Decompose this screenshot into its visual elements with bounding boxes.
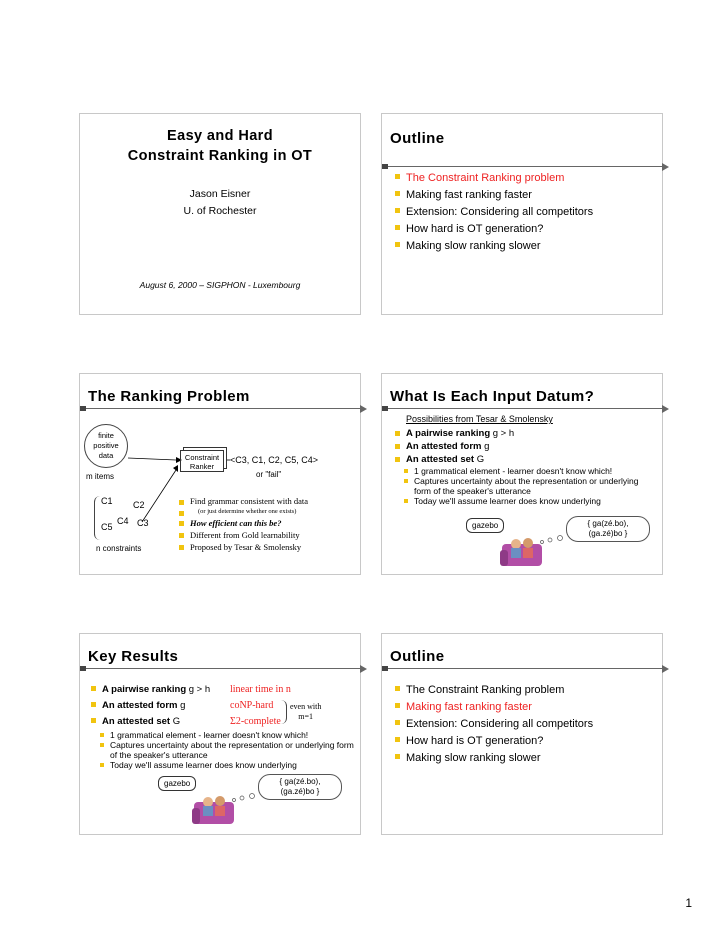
result-complexity: linear time in n [230,684,291,695]
constraint-ranker-box: Constraint Ranker [180,450,224,472]
constraint-c2: C2 [133,500,145,510]
n-constraints-label: n constraints [96,544,142,553]
thought-cloud: { ga(zé.bo), (ga.zé)bo } [258,774,342,800]
bullet: Find grammar consistent with data [178,496,358,507]
result-complexity: Σ2-complete [230,716,281,727]
even-with-note: even with m=1 [290,702,322,721]
speech-bubble: gazebo [466,518,504,533]
bullet: Different from Gold learnability [178,529,358,541]
slide-title-text: The Ranking Problem [88,388,250,405]
title-rule [80,668,360,669]
result-item: A pairwise ranking g > h linear time in n [90,682,358,698]
datum-item: An attested form g [394,440,656,453]
outline-item: Making fast ranking faster [394,187,654,204]
page-number: 1 [685,896,692,910]
bullet: Proposed by Tesar & Smolensky [178,541,358,553]
outline-item: How hard is OT generation? [394,733,654,750]
outline-list [394,170,654,255]
results-list [90,682,358,770]
possibilities-heading: Possibilities from Tesar & Smolensky [406,414,553,424]
ranking-output: <C3, C1, C2, C5, C4> [230,455,319,465]
result-subitem: 1 grammatical element - learner doesn't know which! [90,730,358,740]
speech-bubble: gazebo [158,776,196,791]
title-line-2: Constraint Ranking in OT [127,148,313,164]
outline-item: The Constraint Ranking problem [394,170,654,187]
slide-title-text: What Is Each Input Datum? [390,388,595,405]
constraint-c4: C4 [117,516,129,526]
title-rule [382,166,662,167]
result-item: An attested form g coNP-hard [90,698,358,714]
slide-outline-2 [382,634,662,834]
bullet-note: (or just determine whether one exists) [178,507,358,517]
title-rule [382,408,662,409]
affiliation: U. of Rochester [183,205,257,217]
datum-item: A pairwise ranking g > h [394,427,656,440]
outline-item: Extension: Considering all competitors [394,204,654,221]
bullet: How efficient can this be? [178,517,358,529]
author: Jason Eisner [189,188,251,200]
result-subitem: Today we'll assume learner does know underlying [90,760,358,770]
outline-item: The Constraint Ranking problem [394,682,654,699]
ranking-bullets [178,496,358,553]
brace [280,700,287,724]
datum-subitem: Today we'll assume learner does know underlying [394,496,656,506]
m-items-label: m items [86,472,114,481]
constraint-c1: C1 [101,496,113,506]
outline-item: Extension: Considering all competitors [394,716,654,733]
slide-title-text: Outline [390,130,445,147]
slide-outline-1 [382,114,662,314]
date-venue: August 6, 2000 – SIGPHON - Luxembourg [139,280,301,290]
input-data-circle: finite positive data [84,424,128,468]
constraint-c5: C5 [101,522,113,532]
datum-item: An attested set G [394,453,656,466]
slide-ranking-problem [80,374,360,574]
title-line-1: Easy and Hard [167,128,273,144]
outline-list [394,682,654,767]
constraint-c3: C3 [137,518,149,528]
result-item: An attested set G Σ2-complete [90,714,358,730]
thought-cloud: { ga(zé.bo), (ga.zé)bo } [566,516,650,542]
outline-item: Making fast ranking faster [394,699,654,716]
slide-title [80,114,360,314]
slide-input-datum [382,374,662,574]
or-fail-label: or "fail" [256,470,282,479]
slide-title-text: Outline [390,648,445,665]
title-rule [382,668,662,669]
outline-item: Making slow ranking slower [394,238,654,255]
datum-list [394,427,656,506]
datum-subitem: Captures uncertainty about the representation or underlying form of the speaker's utterance [394,476,656,496]
datum-subitem: 1 grammatical element - learner doesn't know which! [394,466,656,476]
outline-item: How hard is OT generation? [394,221,654,238]
result-subitem: Captures uncertainty about the representation or underlying form of the speaker's utterance [90,740,358,760]
constraints-set [94,496,153,540]
slide-key-results [80,634,360,834]
result-complexity: coNP-hard [230,700,274,711]
slide-title-text: Key Results [88,648,179,665]
outline-item: Making slow ranking slower [394,750,654,767]
